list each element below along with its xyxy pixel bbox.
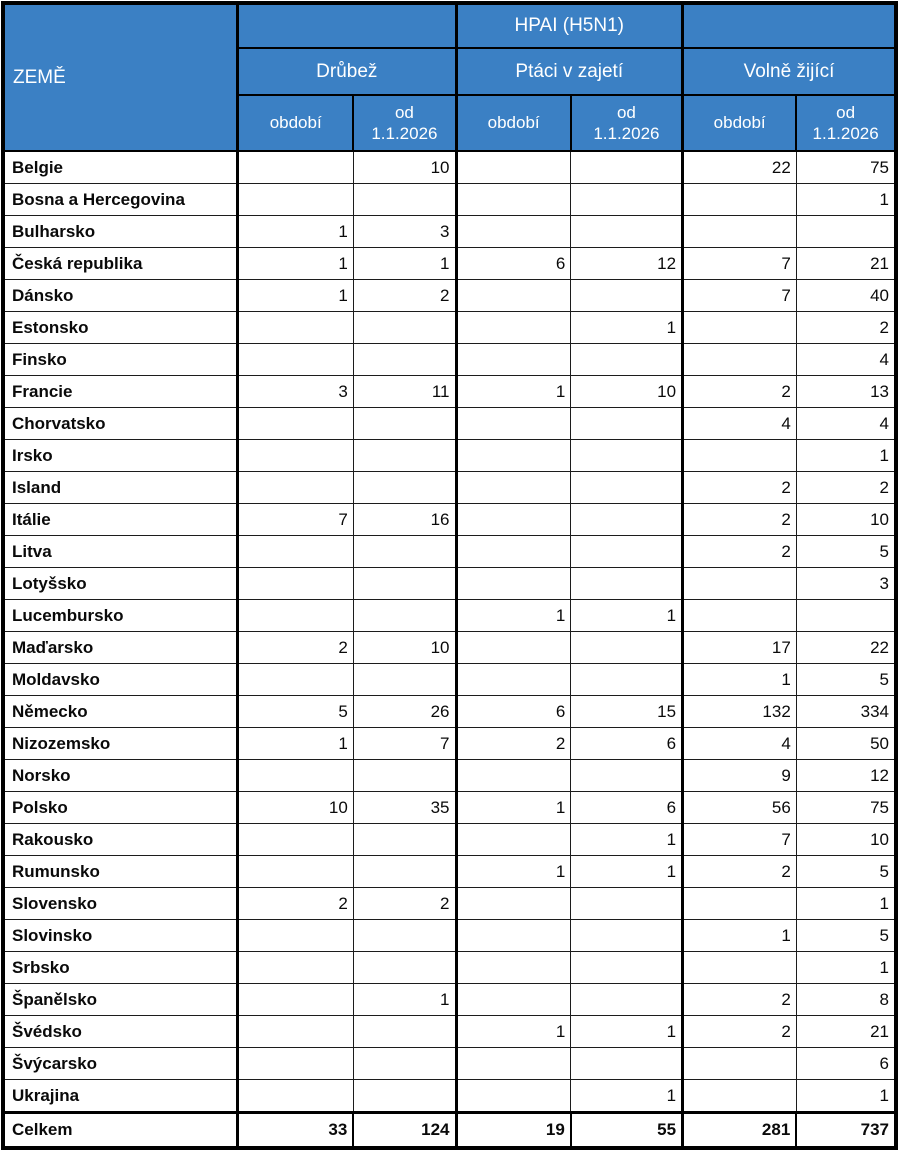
- group-header-drubez: Drůbež: [238, 48, 456, 95]
- value-cell: [683, 344, 797, 376]
- value-cell: 1: [796, 1080, 896, 1113]
- value-cell: [353, 600, 456, 632]
- value-cell: [683, 568, 797, 600]
- value-cell: 22: [796, 632, 896, 664]
- value-cell: [571, 151, 683, 184]
- value-cell: [796, 216, 896, 248]
- value-cell: 4: [796, 408, 896, 440]
- value-cell: [238, 312, 354, 344]
- value-cell: [353, 1080, 456, 1113]
- value-cell: 10: [238, 792, 354, 824]
- value-cell: [456, 1048, 571, 1080]
- value-cell: 1: [571, 1016, 683, 1048]
- value-cell: 8: [796, 984, 896, 1016]
- table-header: [3, 3, 896, 151]
- value-cell: [353, 568, 456, 600]
- value-cell: [571, 184, 683, 216]
- value-cell: 10: [571, 376, 683, 408]
- value-cell: [683, 600, 797, 632]
- value-cell: [571, 280, 683, 312]
- period-od-label: od: [616, 102, 636, 122]
- period-od-label: od: [394, 102, 414, 122]
- value-cell: [456, 632, 571, 664]
- value-cell: [238, 440, 354, 472]
- country-cell: Nizozemsko: [3, 728, 238, 760]
- country-cell: Švýcarsko: [3, 1048, 238, 1080]
- value-cell: 12: [571, 248, 683, 280]
- value-cell: 7: [353, 728, 456, 760]
- value-cell: 1: [683, 920, 797, 952]
- country-cell: Maďarsko: [3, 632, 238, 664]
- value-cell: [456, 151, 571, 184]
- value-cell: [571, 472, 683, 504]
- group-header-ptaci-v-zajeti: Ptáci v zajetí: [456, 48, 683, 95]
- value-cell: [571, 344, 683, 376]
- value-cell: 3: [796, 568, 896, 600]
- value-cell: 2: [683, 984, 797, 1016]
- value-cell: [456, 760, 571, 792]
- value-cell: [353, 760, 456, 792]
- table-row: [3, 888, 896, 920]
- value-cell: [238, 952, 354, 984]
- value-cell: [456, 984, 571, 1016]
- value-cell: [238, 1048, 354, 1080]
- value-cell: [353, 920, 456, 952]
- value-cell: 2: [238, 888, 354, 920]
- period-header-obdobi: období: [456, 95, 571, 151]
- value-cell: 10: [353, 632, 456, 664]
- period-od-date: 1.1.2026: [812, 124, 879, 143]
- value-cell: 9: [683, 760, 797, 792]
- value-cell: 1: [456, 600, 571, 632]
- table-row: [3, 248, 896, 280]
- table-row: [3, 920, 896, 952]
- value-cell: [353, 1016, 456, 1048]
- table-row: [3, 504, 896, 536]
- value-cell: 10: [353, 151, 456, 184]
- value-cell: [456, 216, 571, 248]
- value-cell: 4: [683, 408, 797, 440]
- table-row: [3, 536, 896, 568]
- value-cell: 21: [796, 1016, 896, 1048]
- value-cell: 1: [353, 248, 456, 280]
- table-row: [3, 1080, 896, 1113]
- country-cell: Švédsko: [3, 1016, 238, 1048]
- value-cell: [238, 920, 354, 952]
- value-cell: [353, 952, 456, 984]
- value-cell: 1: [571, 312, 683, 344]
- country-cell: Slovinsko: [3, 920, 238, 952]
- country-cell: Lucembursko: [3, 600, 238, 632]
- country-cell: Lotyšsko: [3, 568, 238, 600]
- value-cell: [456, 664, 571, 696]
- value-cell: 35: [353, 792, 456, 824]
- country-cell: Francie: [3, 376, 238, 408]
- value-cell: 21: [796, 248, 896, 280]
- country-cell: Litva: [3, 536, 238, 568]
- period-header-obdobi: období: [238, 95, 354, 151]
- value-cell: 10: [796, 504, 896, 536]
- value-cell: [683, 216, 797, 248]
- value-cell: [238, 472, 354, 504]
- country-cell: Bosna a Hercegovina: [3, 184, 238, 216]
- value-cell: [238, 151, 354, 184]
- value-cell: 1: [238, 248, 354, 280]
- country-cell: Bulharsko: [3, 216, 238, 248]
- value-cell: 26: [353, 696, 456, 728]
- header-row-title: [3, 3, 896, 48]
- value-cell: [456, 280, 571, 312]
- value-cell: 7: [683, 824, 797, 856]
- table-row: [3, 376, 896, 408]
- period-header-obdobi: období: [683, 95, 797, 151]
- value-cell: 5: [796, 536, 896, 568]
- table-row: [3, 568, 896, 600]
- value-cell: 2: [456, 728, 571, 760]
- table-row: [3, 151, 896, 184]
- value-cell: [353, 184, 456, 216]
- country-cell: Dánsko: [3, 280, 238, 312]
- country-cell: Česká republika: [3, 248, 238, 280]
- value-cell: [238, 1080, 354, 1113]
- value-cell: [571, 888, 683, 920]
- value-cell: [796, 600, 896, 632]
- value-cell: [683, 888, 797, 920]
- value-cell: 5: [796, 920, 896, 952]
- value-cell: [683, 1080, 797, 1113]
- value-cell: [353, 312, 456, 344]
- value-cell: 2: [796, 312, 896, 344]
- value-cell: 75: [796, 151, 896, 184]
- value-cell: 1: [456, 792, 571, 824]
- value-cell: [353, 408, 456, 440]
- value-cell: [456, 536, 571, 568]
- value-cell: [456, 888, 571, 920]
- country-cell: Finsko: [3, 344, 238, 376]
- value-cell: [571, 216, 683, 248]
- value-cell: [456, 824, 571, 856]
- value-cell: 22: [683, 151, 797, 184]
- country-cell: Estonsko: [3, 312, 238, 344]
- value-cell: 2: [353, 888, 456, 920]
- value-cell: [353, 856, 456, 888]
- country-cell: Srbsko: [3, 952, 238, 984]
- value-cell: [456, 920, 571, 952]
- header-title-hpai: HPAI (H5N1): [456, 3, 683, 48]
- value-cell: 2: [683, 856, 797, 888]
- value-cell: [571, 632, 683, 664]
- value-cell: 6: [571, 728, 683, 760]
- value-cell: [238, 984, 354, 1016]
- value-cell: 15: [571, 696, 683, 728]
- hpai-country-table: [1, 1, 898, 1150]
- period-od-date: 1.1.2026: [371, 124, 438, 143]
- total-row: [3, 1113, 896, 1149]
- country-cell: Island: [3, 472, 238, 504]
- country-cell: Slovensko: [3, 888, 238, 920]
- country-cell: Itálie: [3, 504, 238, 536]
- value-cell: 2: [683, 536, 797, 568]
- country-cell: Ukrajina: [3, 1080, 238, 1113]
- value-cell: 56: [683, 792, 797, 824]
- value-cell: 6: [456, 696, 571, 728]
- value-cell: [238, 824, 354, 856]
- value-cell: 334: [796, 696, 896, 728]
- value-cell: [353, 472, 456, 504]
- total-value-cell: 281: [683, 1113, 797, 1149]
- value-cell: 1: [683, 664, 797, 696]
- value-cell: [571, 760, 683, 792]
- period-header-od: [353, 95, 456, 151]
- country-cell: Norsko: [3, 760, 238, 792]
- header-spacer-left: [238, 3, 456, 48]
- value-cell: [683, 184, 797, 216]
- country-cell: Rumunsko: [3, 856, 238, 888]
- value-cell: 7: [683, 280, 797, 312]
- value-cell: [571, 984, 683, 1016]
- value-cell: [353, 344, 456, 376]
- header-spacer-right: [683, 3, 896, 48]
- value-cell: [456, 408, 571, 440]
- value-cell: [456, 504, 571, 536]
- value-cell: 3: [353, 216, 456, 248]
- total-value-cell: 124: [353, 1113, 456, 1149]
- value-cell: 6: [796, 1048, 896, 1080]
- value-cell: [571, 1048, 683, 1080]
- group-header-volne-zijici: Volně žijící: [683, 48, 896, 95]
- table-row: [3, 408, 896, 440]
- value-cell: 2: [353, 280, 456, 312]
- table-row: [3, 984, 896, 1016]
- table-row: [3, 760, 896, 792]
- value-cell: [456, 344, 571, 376]
- value-cell: 2: [683, 472, 797, 504]
- value-cell: [456, 440, 571, 472]
- value-cell: [571, 664, 683, 696]
- value-cell: 1: [571, 600, 683, 632]
- total-label-cell: Celkem: [3, 1113, 238, 1149]
- value-cell: 1: [238, 728, 354, 760]
- value-cell: [238, 344, 354, 376]
- country-cell: Španělsko: [3, 984, 238, 1016]
- value-cell: 16: [353, 504, 456, 536]
- value-cell: 1: [796, 888, 896, 920]
- table-row: [3, 600, 896, 632]
- table-row: [3, 856, 896, 888]
- value-cell: [571, 408, 683, 440]
- table-row: [3, 952, 896, 984]
- table-row: [3, 312, 896, 344]
- value-cell: 4: [683, 728, 797, 760]
- value-cell: [456, 568, 571, 600]
- table-row: [3, 344, 896, 376]
- value-cell: 50: [796, 728, 896, 760]
- table-row: [3, 440, 896, 472]
- value-cell: [238, 536, 354, 568]
- value-cell: [353, 536, 456, 568]
- value-cell: 1: [796, 184, 896, 216]
- value-cell: 1: [238, 216, 354, 248]
- table-body: [3, 151, 896, 1113]
- value-cell: [456, 952, 571, 984]
- value-cell: [456, 184, 571, 216]
- table-row: [3, 792, 896, 824]
- country-cell: Polsko: [3, 792, 238, 824]
- value-cell: 1: [238, 280, 354, 312]
- table-row: [3, 1016, 896, 1048]
- total-value-cell: 55: [571, 1113, 683, 1149]
- table-row: [3, 184, 896, 216]
- country-cell: Německo: [3, 696, 238, 728]
- value-cell: 3: [238, 376, 354, 408]
- value-cell: 1: [456, 376, 571, 408]
- value-cell: 1: [456, 856, 571, 888]
- corner-header-zeme: ZEMĚ: [3, 3, 238, 151]
- value-cell: 40: [796, 280, 896, 312]
- value-cell: [456, 472, 571, 504]
- value-cell: 2: [683, 376, 797, 408]
- value-cell: 13: [796, 376, 896, 408]
- total-value-cell: 737: [796, 1113, 896, 1149]
- value-cell: 7: [238, 504, 354, 536]
- value-cell: [238, 664, 354, 696]
- value-cell: [353, 1048, 456, 1080]
- value-cell: 1: [796, 440, 896, 472]
- total-value-cell: 33: [238, 1113, 354, 1149]
- value-cell: [238, 568, 354, 600]
- value-cell: [571, 504, 683, 536]
- value-cell: 1: [571, 1080, 683, 1113]
- value-cell: [238, 184, 354, 216]
- table-row: [3, 728, 896, 760]
- value-cell: 2: [238, 632, 354, 664]
- value-cell: 17: [683, 632, 797, 664]
- value-cell: [353, 664, 456, 696]
- value-cell: 4: [796, 344, 896, 376]
- value-cell: [683, 952, 797, 984]
- value-cell: [456, 1080, 571, 1113]
- value-cell: [571, 440, 683, 472]
- table-row: [3, 664, 896, 696]
- value-cell: 2: [796, 472, 896, 504]
- value-cell: 132: [683, 696, 797, 728]
- value-cell: 2: [683, 1016, 797, 1048]
- value-cell: 1: [571, 856, 683, 888]
- value-cell: [238, 408, 354, 440]
- value-cell: [353, 824, 456, 856]
- value-cell: 11: [353, 376, 456, 408]
- country-cell: Moldavsko: [3, 664, 238, 696]
- table-footer: [3, 1113, 896, 1149]
- country-cell: Irsko: [3, 440, 238, 472]
- value-cell: 7: [683, 248, 797, 280]
- value-cell: [238, 760, 354, 792]
- table-row: [3, 632, 896, 664]
- value-cell: 10: [796, 824, 896, 856]
- value-cell: [456, 312, 571, 344]
- value-cell: 1: [456, 1016, 571, 1048]
- country-cell: Belgie: [3, 151, 238, 184]
- value-cell: [238, 1016, 354, 1048]
- value-cell: 12: [796, 760, 896, 792]
- table-row: [3, 280, 896, 312]
- value-cell: [571, 568, 683, 600]
- value-cell: [238, 600, 354, 632]
- period-header-od: [571, 95, 683, 151]
- value-cell: 2: [683, 504, 797, 536]
- value-cell: [238, 856, 354, 888]
- value-cell: [571, 920, 683, 952]
- value-cell: [571, 536, 683, 568]
- value-cell: [683, 312, 797, 344]
- table-row: [3, 216, 896, 248]
- value-cell: 5: [238, 696, 354, 728]
- value-cell: [353, 440, 456, 472]
- table-row: [3, 824, 896, 856]
- value-cell: [683, 1048, 797, 1080]
- total-value-cell: 19: [456, 1113, 571, 1149]
- country-cell: Rakousko: [3, 824, 238, 856]
- value-cell: 6: [456, 248, 571, 280]
- value-cell: 5: [796, 664, 896, 696]
- value-cell: [571, 952, 683, 984]
- table-row: [3, 1048, 896, 1080]
- value-cell: 5: [796, 856, 896, 888]
- value-cell: 1: [796, 952, 896, 984]
- value-cell: [683, 440, 797, 472]
- period-header-od: [796, 95, 896, 151]
- period-od-date: 1.1.2026: [593, 124, 660, 143]
- value-cell: 1: [571, 824, 683, 856]
- table-row: [3, 472, 896, 504]
- value-cell: 1: [353, 984, 456, 1016]
- value-cell: 75: [796, 792, 896, 824]
- country-cell: Chorvatsko: [3, 408, 238, 440]
- table-row: [3, 696, 896, 728]
- value-cell: 6: [571, 792, 683, 824]
- period-od-label: od: [836, 102, 856, 122]
